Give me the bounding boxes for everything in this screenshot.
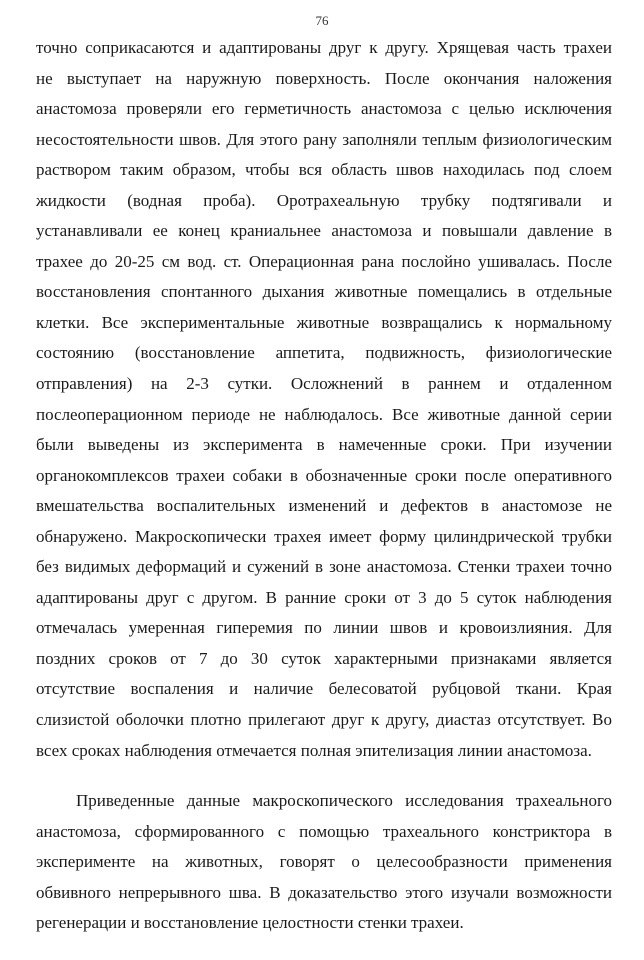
text-line: отсутствие воспаления и наличие белесоватой рубцовой ткани. Края [36, 679, 612, 699]
text-line: несостоятельности швов. Для этого рану заполняли теплым физиологическим [36, 129, 612, 149]
text-line: состоянию (восстановление аппетита, подвижность, физиологические [36, 343, 612, 363]
text-line: отмечалась умеренная гиперемия по линии швов и кровоизлияния. Для [36, 618, 612, 638]
paragraph-gap [36, 766, 612, 786]
text-line: регенерации и восстановление целостности стенки трахеи. [36, 913, 464, 933]
text-line: были выведены из эксперимента в намеченные сроки. При изучении [36, 435, 612, 455]
text-line: Приведенные данные макроскопического исследования трахеального [76, 791, 612, 811]
text-line: клетки. Все экспериментальные животные возвращались к нормальному [36, 312, 612, 332]
text-line: анастомоза, сформированного с помощью трахеального констриктора в [36, 821, 612, 841]
text-line: послеоперационном периоде не наблюдалось. Все животные данной серии [36, 404, 612, 424]
text-line: отправления) на 2-3 сутки. Осложнений в раннем и отдаленном [36, 374, 612, 394]
paragraph-1 [36, 33, 612, 766]
text-line: вмешательства воспалительных изменений и дефектов в анастомозе не [36, 496, 612, 516]
text-line: органокомплексов трахеи собаки в обозначенные сроки после оперативного [36, 465, 612, 485]
text-line: устанавливали ее конец краниальнее анастомоза и повышали давление в [36, 221, 612, 241]
text-line: жидкости (водная проба). Оротрахеальную трубку подтягивали и [36, 190, 612, 210]
text-line: без видимых деформаций и сужений в зоне анастомоза. Стенки трахеи точно [36, 557, 612, 577]
text-line: адаптированы друг с другом. В ранние сроки от 3 до 5 суток наблюдения [36, 587, 612, 607]
text-line: поздних сроков от 7 до 30 суток характерными признаками является [36, 648, 612, 668]
text-line: эксперименте на животных, говорят о целесообразности применения [36, 852, 612, 872]
text-line: анастомоза проверяли его герметичность анастомоза с целью исключения [36, 99, 612, 119]
text-line: не выступает на наружную поверхность. После окончания наложения [36, 68, 612, 88]
text-line: обвивного непрерывного шва. В доказательство этого изучали возможности [36, 882, 612, 902]
page-number: 76 [315, 13, 329, 28]
text-line: трахее до 20-25 см вод. ст. Операционная рана послойно ушивалась. После [36, 251, 612, 271]
text-line: всех сроках наблюдения отмечается полная эпителизация линии анастомоза. [36, 740, 592, 760]
text-line: раствором таким образом, чтобы вся область швов находилась под слоем [36, 160, 612, 180]
paragraph-2 [36, 786, 612, 939]
text-line: точно соприкасаются и адаптированы друг к другу. Хрящевая часть трахеи [36, 38, 612, 57]
body-text [36, 33, 612, 939]
text-line: восстановления спонтанного дыхания животные помещались в отдельные [36, 282, 612, 302]
text-line: обнаружено. Макроскопически трахея имеет форму цилиндрической трубки [36, 526, 612, 546]
text-line: слизистой оболочки плотно прилегают друг к другу, диастаз отсутствует. Во [36, 710, 612, 730]
